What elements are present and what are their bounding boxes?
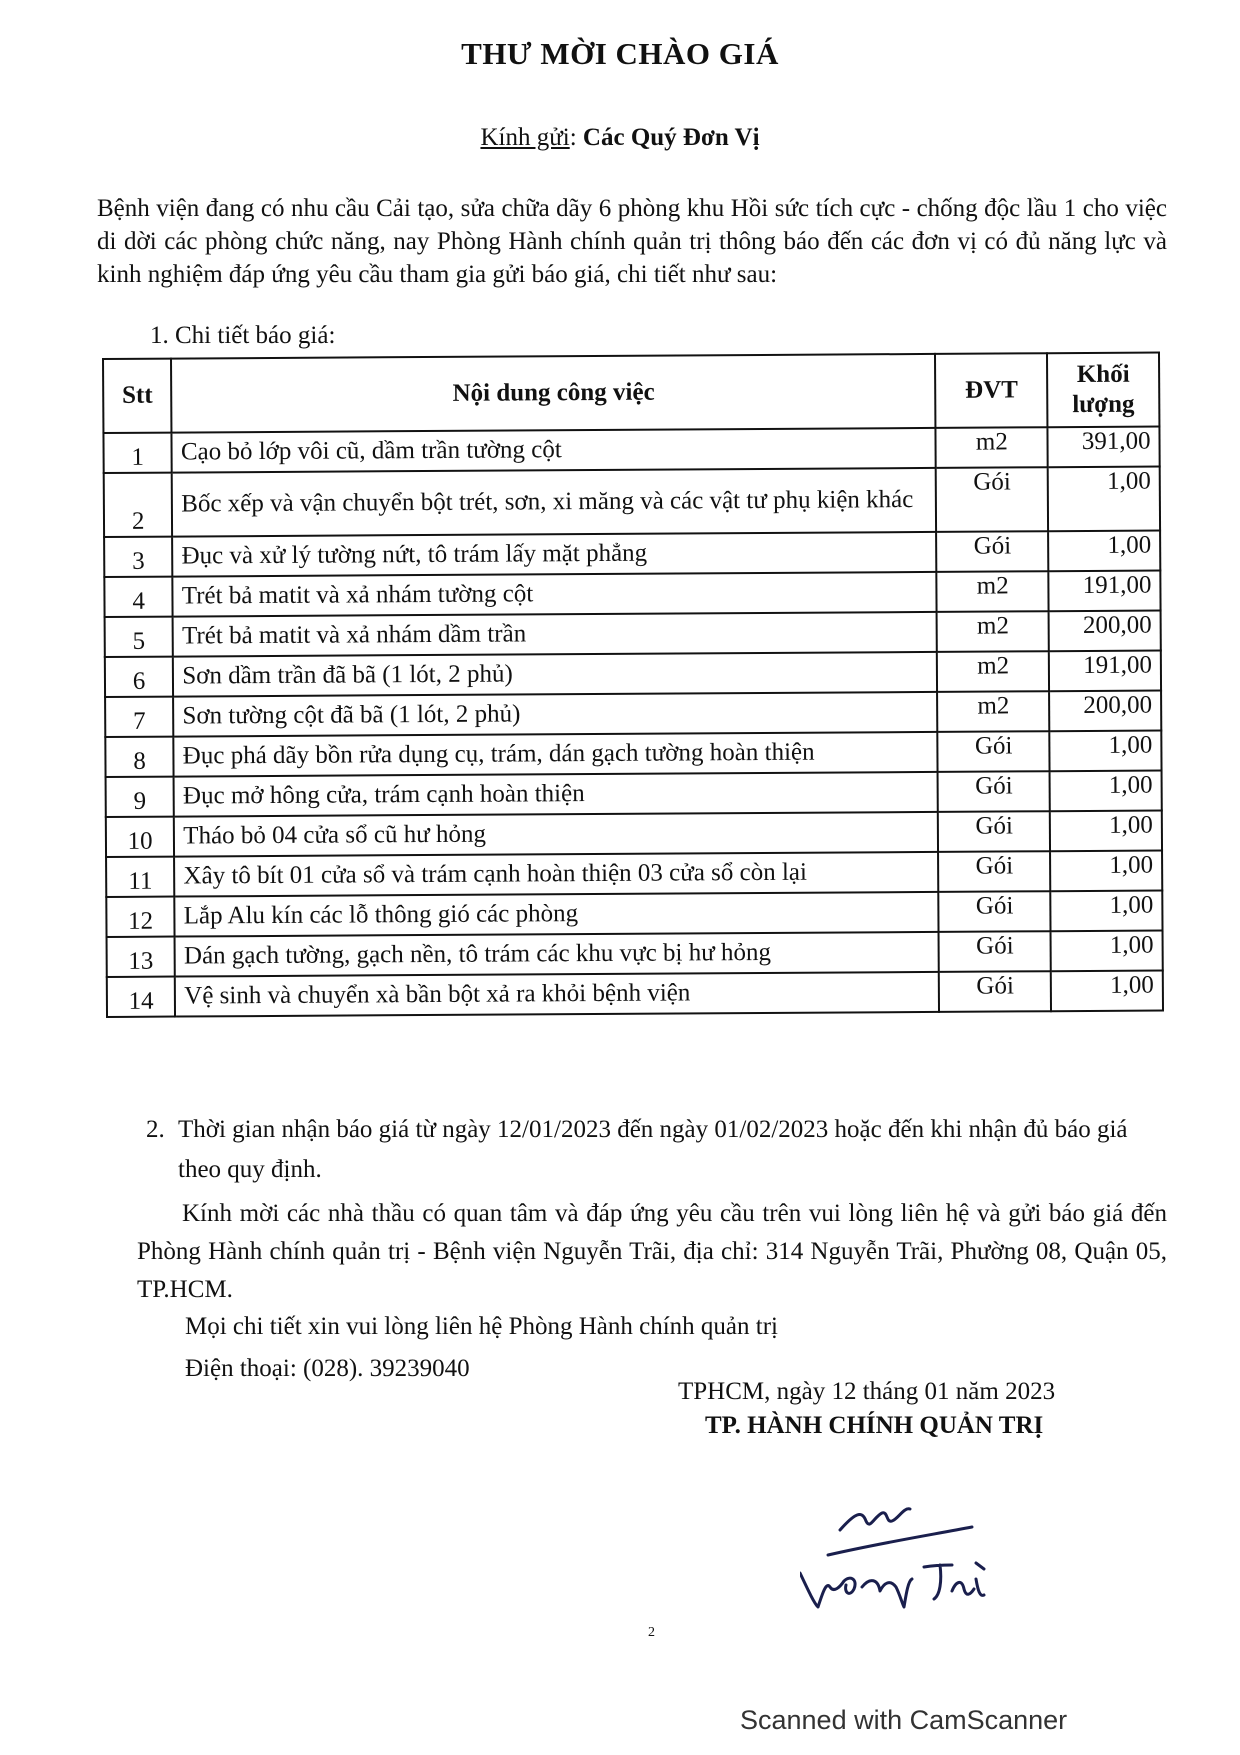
row-unit: Gói xyxy=(938,731,1050,772)
header-quantity: Khối lượng xyxy=(1047,353,1159,428)
row-unit: Gói xyxy=(936,531,1048,572)
document-title: THƯ MỜI CHÀO GIÁ xyxy=(461,36,779,71)
row-stt: 13 xyxy=(107,937,176,977)
row-description: Trét bả matit và xả nhám tường cột xyxy=(173,572,937,617)
row-quantity: 1,00 xyxy=(1050,891,1162,932)
row-quantity: 200,00 xyxy=(1049,611,1161,652)
intro-paragraph: Bệnh viện đang có nhu cầu Cải tạo, sửa chữa dãy 6 phòng khu Hồi sức tích cực - chống độc lầu 1 cho việc di dời các phòng chức năng, nay Phòng Hành chính quản trị thông báo đến các đơn vị có đủ năng lực và kinh nghiệm đáp ứng yêu cầu tham gia gửi báo giá, chi tiết như sau: xyxy=(97,195,1167,288)
row-description: Tháo bỏ 04 cửa sổ cũ hư hỏng xyxy=(174,812,938,857)
row-unit: Gói xyxy=(938,771,1050,812)
row-unit: m2 xyxy=(936,427,1048,468)
row-unit: Gói xyxy=(936,467,1048,532)
header-description: Nội dung công việc xyxy=(171,354,935,433)
row-stt: 4 xyxy=(104,577,173,617)
row-quantity: 191,00 xyxy=(1049,651,1161,692)
row-description: Vệ sinh và chuyển xà bần bột xả ra khỏi bệnh viện xyxy=(175,972,939,1017)
row-quantity: 1,00 xyxy=(1048,531,1160,572)
table-row xyxy=(104,467,1160,537)
row-unit: Gói xyxy=(939,931,1051,972)
invitation-paragraph: Kính mời các nhà thầu có quan tâm và đáp ứng yêu cầu trên vui lòng liên hệ và gửi báo giá đến Phòng Hành chính quản trị - Bệnh viện Nguyễn Trãi, địa chỉ: 314 Nguyễn Trãi, Phường 08, Quận 05, TP.HCM. xyxy=(137,1200,1167,1303)
row-unit: Gói xyxy=(939,971,1051,1012)
row-stt: 9 xyxy=(106,777,175,817)
table-row xyxy=(103,427,1159,473)
section-2-number: 2. xyxy=(146,1116,165,1143)
row-unit: m2 xyxy=(937,611,1049,652)
table-row xyxy=(104,571,1160,617)
quote-table xyxy=(102,352,1164,1018)
row-stt: 11 xyxy=(106,857,175,897)
table-header-row xyxy=(103,353,1159,433)
header-unit: ĐVT xyxy=(935,353,1047,428)
row-stt: 1 xyxy=(103,433,172,473)
row-description: Trét bả matit và xả nhám dầm trần xyxy=(173,612,937,657)
signer-title: TP. HÀNH CHÍNH QUẢN TRỊ xyxy=(705,1412,1044,1439)
section-2 xyxy=(146,1110,1168,1190)
table-row xyxy=(107,971,1163,1017)
table-row xyxy=(105,651,1161,697)
row-unit: Gói xyxy=(938,851,1050,892)
recipient-separator: : xyxy=(569,124,577,151)
signature-stroke xyxy=(862,1579,912,1607)
table-row xyxy=(104,531,1160,577)
row-description: Đục phá dãy bồn rửa dụng cụ, trám, dán gạch tường hoàn thiện xyxy=(174,732,938,777)
row-unit: m2 xyxy=(937,691,1049,732)
date-line: TPHCM, ngày 12 tháng 01 năm 2023 xyxy=(678,1378,1056,1405)
header-stt: Stt xyxy=(103,359,172,433)
row-quantity: 1,00 xyxy=(1051,971,1163,1012)
row-unit: Gói xyxy=(939,891,1051,932)
table-row xyxy=(105,611,1161,657)
signature-stroke xyxy=(828,1527,972,1555)
row-description: Bốc xếp và vận chuyển bột trét, sơn, xi măng và các vật tư phụ kiện khác xyxy=(172,468,936,537)
row-description: Lắp Alu kín các lỗ thông gió các phòng xyxy=(175,892,939,937)
row-description: Sơn tường cột đã bã (1 lót, 2 phủ) xyxy=(173,692,937,737)
row-quantity: 200,00 xyxy=(1049,691,1161,732)
row-quantity: 191,00 xyxy=(1048,571,1160,612)
recipient-label: Kính gửi xyxy=(480,124,570,151)
row-quantity: 1,00 xyxy=(1050,851,1162,892)
row-description: Đục mở hông cửa, trám cạnh hoàn thiện xyxy=(174,772,938,817)
signature-stroke xyxy=(840,1509,910,1530)
row-quantity: 391,00 xyxy=(1048,427,1160,468)
row-description: Sơn dầm trần đã bã (1 lót, 2 phủ) xyxy=(173,652,937,697)
row-description: Đục và xử lý tường nứt, tô trám lấy mặt phẳng xyxy=(172,532,936,577)
table-row xyxy=(106,811,1162,857)
row-unit: Gói xyxy=(938,811,1050,852)
signature-stroke xyxy=(924,1565,952,1599)
row-description: Xây tô bít 01 cửa sổ và trám cạnh hoàn thiện 03 cửa sổ còn lại xyxy=(174,852,938,897)
row-description: Dán gạch tường, gạch nền, tô trám các khu vực bị hư hỏng xyxy=(175,932,939,977)
row-quantity: 1,00 xyxy=(1048,467,1160,532)
phone-line: Điện thoại: (028). 39239040 xyxy=(185,1355,470,1382)
recipient-value: Các Quý Đơn Vị xyxy=(582,124,760,151)
signature-stroke xyxy=(800,1573,855,1607)
row-stt: 7 xyxy=(105,697,174,737)
table-body xyxy=(103,427,1163,1017)
section-1-heading: 1. Chi tiết báo giá: xyxy=(150,322,336,349)
camscanner-watermark: Scanned with CamScanner xyxy=(740,1705,1068,1735)
table-row xyxy=(105,731,1161,777)
row-stt: 10 xyxy=(106,817,175,857)
contact-line: Mọi chi tiết xin vui lòng liên hệ Phòng Hành chính quản trị xyxy=(185,1313,778,1340)
row-stt: 3 xyxy=(104,537,173,577)
page-mark: 2 xyxy=(648,1625,655,1640)
table-row xyxy=(105,691,1161,737)
row-quantity: 1,00 xyxy=(1050,771,1162,812)
signature-image xyxy=(800,1495,1060,1625)
signature-stroke xyxy=(952,1563,984,1595)
row-unit: m2 xyxy=(937,651,1049,692)
row-quantity: 1,00 xyxy=(1051,931,1163,972)
row-quantity: 1,00 xyxy=(1049,731,1161,772)
row-stt: 12 xyxy=(106,897,175,937)
table-row xyxy=(106,771,1162,817)
row-stt: 5 xyxy=(105,617,174,657)
row-description: Cạo bỏ lớp vôi cũ, dầm trần tường cột xyxy=(172,428,936,473)
row-stt: 14 xyxy=(107,977,176,1017)
row-quantity: 1,00 xyxy=(1050,811,1162,852)
table-row xyxy=(106,891,1162,937)
row-unit: m2 xyxy=(937,571,1049,612)
row-stt: 2 xyxy=(104,473,173,537)
table-row xyxy=(106,851,1162,897)
recipient-line xyxy=(0,124,1240,152)
row-stt: 8 xyxy=(105,737,174,777)
section-2-text: Thời gian nhận báo giá từ ngày 12/01/2023 đến ngày 01/02/2023 hoặc đến khi nhận đủ báo giá theo quy định. xyxy=(178,1116,1128,1183)
table-row xyxy=(107,931,1163,977)
row-stt: 6 xyxy=(105,657,174,697)
